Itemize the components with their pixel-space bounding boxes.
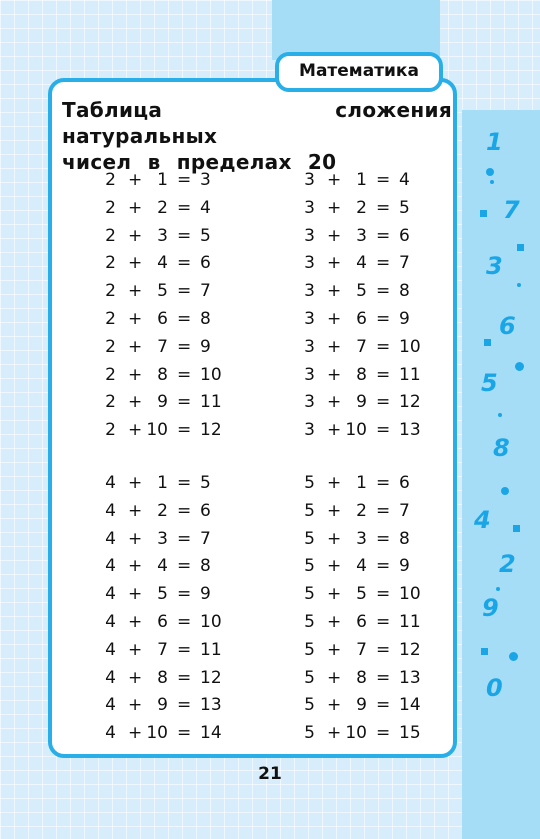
- decor-digit-7: 7: [503, 196, 520, 224]
- plus-sign: +: [327, 528, 342, 549]
- equation-row: [303, 580, 433, 608]
- addend-a: 3: [304, 281, 315, 302]
- addend-a: 2: [105, 281, 116, 302]
- addend-b: 5: [157, 281, 168, 302]
- addend-b: 1: [356, 473, 367, 493]
- plus-sign: +: [327, 309, 342, 329]
- addend-a: 3: [304, 336, 315, 357]
- decor-dot: [515, 362, 524, 371]
- plus-sign: +: [128, 170, 143, 190]
- addition-table-5: [303, 469, 433, 749]
- addition-table-3: [303, 166, 433, 446]
- addend-a: 2: [105, 225, 116, 246]
- equation-row: [303, 361, 433, 389]
- equation-row: [104, 469, 234, 497]
- sum-result: 6: [200, 253, 211, 274]
- sum-result: 9: [399, 309, 410, 329]
- addend-a: 4: [105, 612, 116, 632]
- decor-dot: [509, 652, 518, 661]
- addend-b: 3: [157, 528, 168, 549]
- sum-result: 11: [399, 612, 421, 632]
- equation-row: [104, 719, 234, 747]
- decor-digit-5: 5: [481, 369, 498, 397]
- addend-b: 1: [157, 473, 168, 493]
- plus-sign: +: [327, 253, 342, 274]
- sum-result: 8: [200, 309, 211, 329]
- equation-row: [303, 388, 433, 416]
- plus-sign: +: [128, 253, 143, 274]
- equation-row: [104, 664, 234, 692]
- plus-sign: +: [327, 473, 342, 493]
- plus-sign: +: [327, 170, 342, 190]
- addend-b: 8: [356, 667, 367, 688]
- addend-a: 4: [105, 528, 116, 549]
- plus-sign: +: [327, 639, 342, 660]
- plus-sign: +: [327, 392, 342, 413]
- decor-dot: [517, 283, 521, 287]
- subject-tab: [275, 52, 443, 92]
- title-line-1: Таблица сложения натуральных: [62, 98, 452, 148]
- addend-b: 5: [157, 584, 168, 605]
- addend-a: 4: [105, 723, 116, 744]
- addend-b: 9: [157, 695, 168, 716]
- addend-a: 5: [304, 612, 315, 632]
- equals-sign: =: [177, 225, 192, 246]
- addend-b: 3: [356, 225, 367, 246]
- addend-b: 10: [146, 723, 168, 744]
- equation-row: [104, 277, 234, 305]
- decor-digit-0: 0: [486, 674, 503, 702]
- equals-sign: =: [177, 253, 192, 274]
- sum-result: 7: [399, 500, 410, 521]
- equation-row: [303, 222, 433, 250]
- decor-dot: [498, 413, 502, 417]
- equation-row: [303, 333, 433, 361]
- addition-table-4: [104, 469, 234, 749]
- addend-a: 4: [105, 473, 116, 493]
- decor-square: [481, 648, 488, 655]
- equals-sign: =: [177, 281, 192, 302]
- addend-b: 9: [157, 392, 168, 413]
- equals-sign: =: [376, 639, 391, 660]
- sum-result: 7: [200, 528, 211, 549]
- equals-sign: =: [177, 500, 192, 521]
- addend-b: 7: [356, 336, 367, 357]
- plus-sign: +: [327, 695, 342, 716]
- sum-result: 9: [200, 584, 211, 605]
- addend-a: 5: [304, 473, 315, 493]
- plus-sign: +: [128, 723, 143, 744]
- equation-row: [303, 719, 433, 747]
- sum-result: 10: [399, 584, 421, 605]
- decor-dot: [486, 168, 494, 176]
- decor-digit-4: 4: [474, 506, 491, 534]
- addend-a: 2: [105, 336, 116, 357]
- addend-b: 1: [157, 170, 168, 190]
- sum-result: 7: [399, 253, 410, 274]
- sum-result: 9: [200, 336, 211, 357]
- sum-result: 11: [200, 392, 222, 413]
- sum-result: 8: [200, 556, 211, 577]
- sum-result: 7: [200, 281, 211, 302]
- decor-square: [480, 210, 487, 217]
- equals-sign: =: [177, 336, 192, 357]
- equation-row: [104, 222, 234, 250]
- equals-sign: =: [376, 281, 391, 302]
- plus-sign: +: [327, 584, 342, 605]
- addend-b: 4: [157, 556, 168, 577]
- page-title: [62, 97, 452, 175]
- addend-b: 9: [356, 695, 367, 716]
- title-line-2: чисел в пределах 20: [62, 150, 337, 174]
- sum-result: 4: [399, 170, 410, 190]
- equation-row: [303, 166, 433, 194]
- addend-a: 2: [105, 420, 116, 441]
- equals-sign: =: [376, 584, 391, 605]
- equals-sign: =: [177, 364, 192, 385]
- plus-sign: +: [327, 281, 342, 302]
- equation-row: [104, 305, 234, 333]
- decor-digit-1: 1: [486, 128, 503, 156]
- equals-sign: =: [376, 309, 391, 329]
- addend-a: 4: [105, 667, 116, 688]
- equation-row: [104, 608, 234, 636]
- equals-sign: =: [177, 170, 192, 190]
- equals-sign: =: [177, 695, 192, 716]
- addend-b: 2: [356, 500, 367, 521]
- equation-row: [303, 608, 433, 636]
- plus-sign: +: [327, 420, 342, 441]
- equals-sign: =: [376, 723, 391, 744]
- sum-result: 12: [200, 420, 222, 441]
- sum-result: 4: [200, 197, 211, 218]
- sum-result: 12: [399, 392, 421, 413]
- addend-a: 5: [304, 667, 315, 688]
- plus-sign: +: [128, 281, 143, 302]
- addend-b: 2: [157, 197, 168, 218]
- sum-result: 6: [399, 225, 410, 246]
- addend-b: 8: [157, 364, 168, 385]
- sum-result: 5: [200, 225, 211, 246]
- side-decoration-strip: [462, 110, 540, 839]
- addend-a: 2: [105, 364, 116, 385]
- equation-row: [104, 361, 234, 389]
- sum-result: 11: [200, 639, 222, 660]
- sum-result: 5: [200, 473, 211, 493]
- sum-result: 8: [399, 528, 410, 549]
- addend-a: 3: [304, 197, 315, 218]
- sum-result: 9: [399, 556, 410, 577]
- addend-a: 5: [304, 639, 315, 660]
- equation-row: [104, 525, 234, 553]
- equation-row: [104, 249, 234, 277]
- addend-b: 6: [157, 612, 168, 632]
- equation-row: [104, 552, 234, 580]
- equation-row: [303, 277, 433, 305]
- equation-row: [303, 194, 433, 222]
- decor-square: [517, 244, 524, 251]
- decor-digit-3: 3: [486, 252, 503, 280]
- decor-digit-2: 2: [499, 550, 516, 578]
- addition-table-2: [104, 166, 234, 446]
- equals-sign: =: [177, 612, 192, 632]
- plus-sign: +: [327, 556, 342, 577]
- addend-a: 2: [105, 170, 116, 190]
- equals-sign: =: [177, 584, 192, 605]
- decor-digit-9: 9: [482, 594, 499, 622]
- equals-sign: =: [376, 336, 391, 357]
- sum-result: 15: [399, 723, 421, 744]
- equation-row: [104, 497, 234, 525]
- equals-sign: =: [177, 473, 192, 493]
- equals-sign: =: [376, 556, 391, 577]
- addend-a: 5: [304, 695, 315, 716]
- addend-a: 4: [105, 695, 116, 716]
- addend-a: 3: [304, 392, 315, 413]
- addend-a: 2: [105, 392, 116, 413]
- plus-sign: +: [128, 364, 143, 385]
- addend-a: 3: [304, 225, 315, 246]
- addend-b: 9: [356, 392, 367, 413]
- plus-sign: +: [128, 584, 143, 605]
- addend-a: 4: [105, 556, 116, 577]
- equals-sign: =: [376, 612, 391, 632]
- equals-sign: =: [376, 253, 391, 274]
- equals-sign: =: [177, 309, 192, 329]
- plus-sign: +: [128, 197, 143, 218]
- sum-result: 6: [200, 500, 211, 521]
- plus-sign: +: [327, 225, 342, 246]
- equation-row: [104, 166, 234, 194]
- plus-sign: +: [128, 336, 143, 357]
- addend-a: 5: [304, 723, 315, 744]
- addend-b: 10: [345, 723, 367, 744]
- decor-digit-6: 6: [499, 312, 516, 340]
- equals-sign: =: [376, 392, 391, 413]
- addend-b: 5: [356, 584, 367, 605]
- equation-row: [303, 552, 433, 580]
- equation-row: [303, 416, 433, 444]
- addend-b: 8: [157, 667, 168, 688]
- addend-b: 7: [356, 639, 367, 660]
- addend-b: 3: [157, 225, 168, 246]
- sum-result: 10: [200, 364, 222, 385]
- equals-sign: =: [376, 197, 391, 218]
- addend-a: 5: [304, 500, 315, 521]
- sum-result: 13: [399, 420, 421, 441]
- addend-a: 2: [105, 197, 116, 218]
- addend-a: 4: [105, 584, 116, 605]
- plus-sign: +: [128, 473, 143, 493]
- equals-sign: =: [177, 420, 192, 441]
- equals-sign: =: [177, 197, 192, 218]
- sum-result: 13: [200, 695, 222, 716]
- equals-sign: =: [376, 364, 391, 385]
- decor-dot: [490, 180, 494, 184]
- equals-sign: =: [177, 667, 192, 688]
- equation-row: [104, 691, 234, 719]
- decor-dot: [496, 587, 500, 591]
- plus-sign: +: [128, 225, 143, 246]
- equals-sign: =: [177, 392, 192, 413]
- addend-a: 5: [304, 528, 315, 549]
- plus-sign: +: [128, 667, 143, 688]
- addend-a: 4: [105, 639, 116, 660]
- sum-result: 13: [399, 667, 421, 688]
- addend-a: 3: [304, 170, 315, 190]
- addend-a: 5: [304, 584, 315, 605]
- addend-b: 5: [356, 281, 367, 302]
- decor-dot: [501, 487, 509, 495]
- equals-sign: =: [376, 500, 391, 521]
- equals-sign: =: [376, 473, 391, 493]
- equals-sign: =: [177, 528, 192, 549]
- plus-sign: +: [128, 420, 143, 441]
- equation-row: [104, 194, 234, 222]
- decor-square: [484, 339, 491, 346]
- sum-result: 14: [200, 723, 222, 744]
- equals-sign: =: [376, 170, 391, 190]
- equation-row: [104, 388, 234, 416]
- addend-b: 2: [157, 500, 168, 521]
- equation-row: [303, 469, 433, 497]
- addend-b: 8: [356, 364, 367, 385]
- addend-a: 5: [304, 556, 315, 577]
- addend-a: 3: [304, 309, 315, 329]
- plus-sign: +: [327, 723, 342, 744]
- plus-sign: +: [128, 556, 143, 577]
- equation-row: [104, 333, 234, 361]
- plus-sign: +: [128, 612, 143, 632]
- addend-b: 10: [146, 420, 168, 441]
- addend-a: 4: [105, 500, 116, 521]
- sum-result: 12: [399, 639, 421, 660]
- addend-a: 2: [105, 253, 116, 274]
- equation-row: [104, 636, 234, 664]
- equals-sign: =: [376, 225, 391, 246]
- header-tab-background: [272, 0, 440, 60]
- plus-sign: +: [327, 500, 342, 521]
- plus-sign: +: [128, 639, 143, 660]
- plus-sign: +: [327, 667, 342, 688]
- subject-label: Математика: [299, 60, 419, 81]
- plus-sign: +: [128, 695, 143, 716]
- addend-b: 4: [356, 556, 367, 577]
- addend-a: 3: [304, 253, 315, 274]
- addend-b: 10: [345, 420, 367, 441]
- addend-a: 3: [304, 364, 315, 385]
- equation-row: [303, 691, 433, 719]
- equation-row: [303, 664, 433, 692]
- equals-sign: =: [177, 556, 192, 577]
- plus-sign: +: [327, 197, 342, 218]
- sum-result: 10: [200, 612, 222, 632]
- equals-sign: =: [177, 639, 192, 660]
- addend-a: 2: [105, 309, 116, 329]
- addend-b: 6: [356, 309, 367, 329]
- addend-a: 3: [304, 420, 315, 441]
- equation-row: [303, 249, 433, 277]
- addend-b: 2: [356, 197, 367, 218]
- sum-result: 12: [200, 667, 222, 688]
- sum-result: 3: [200, 170, 211, 190]
- sum-result: 8: [399, 281, 410, 302]
- addend-b: 4: [356, 253, 367, 274]
- addend-b: 3: [356, 528, 367, 549]
- plus-sign: +: [327, 336, 342, 357]
- addend-b: 7: [157, 336, 168, 357]
- equals-sign: =: [376, 667, 391, 688]
- equals-sign: =: [177, 723, 192, 744]
- decor-digit-8: 8: [493, 434, 510, 462]
- sum-result: 10: [399, 336, 421, 357]
- equals-sign: =: [376, 528, 391, 549]
- plus-sign: +: [128, 528, 143, 549]
- plus-sign: +: [327, 612, 342, 632]
- equation-row: [104, 580, 234, 608]
- addend-b: 6: [157, 309, 168, 329]
- sum-result: 6: [399, 473, 410, 493]
- equation-row: [104, 416, 234, 444]
- plus-sign: +: [128, 309, 143, 329]
- equals-sign: =: [376, 420, 391, 441]
- page-number: 21: [258, 764, 282, 784]
- equation-row: [303, 525, 433, 553]
- addend-b: 4: [157, 253, 168, 274]
- equation-row: [303, 305, 433, 333]
- addend-b: 6: [356, 612, 367, 632]
- equals-sign: =: [376, 695, 391, 716]
- sum-result: 14: [399, 695, 421, 716]
- sum-result: 5: [399, 197, 410, 218]
- equation-row: [303, 497, 433, 525]
- addend-b: 7: [157, 639, 168, 660]
- plus-sign: +: [327, 364, 342, 385]
- addend-b: 1: [356, 170, 367, 190]
- plus-sign: +: [128, 500, 143, 521]
- decor-square: [513, 525, 520, 532]
- equation-row: [303, 636, 433, 664]
- plus-sign: +: [128, 392, 143, 413]
- sum-result: 11: [399, 364, 421, 385]
